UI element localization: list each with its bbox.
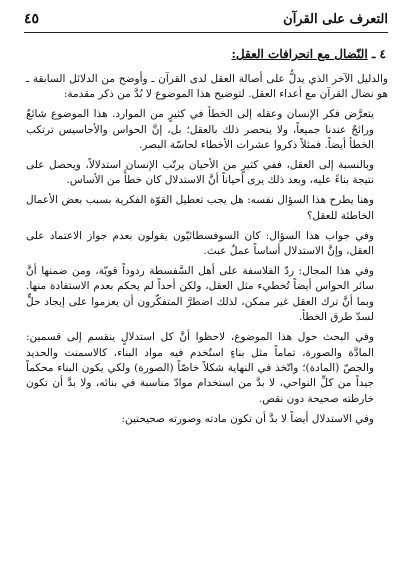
running-header-title: التعرف على القرآن	[283, 11, 388, 27]
paragraph: والدليل الآخر الذي يدلُّ على أصالة العقل لدى القرآن ـ وأوضح من الدلائل السابقة ـ هو نضال القرآن مع أعداء العقل. لتوضيح هذا الموضوع لا بُدَّ من ذكر مقدمة:	[26, 73, 388, 101]
paragraph: وبالنسبة إلى العقل، ففي كثيرٍ من الأحيان يرتّب الإنسان استدلالاً، ويحصل على نتيجة بناءً عليه، وبعد ذلك يرى أحياناً أنَّ الاستدلال كان خطأً من الأساس.	[26, 159, 374, 187]
paragraph: وهنا يطرح هذا السؤال نفسه: هل يجب تعطيل القوّة الفكرية بسبب بعض الأعمال الخاطئة للعقل؟	[26, 194, 374, 222]
paragraph: وفي هذا المجال: ردّ الفلاسفة على أهل السَّفسطة ردوداً قويّة، ومن ضمنها أنَّ سائر الحواس أيضاً تُخطيء مثل العقل، ولكن أحداً لم يحكم بعدم الاستفادة منها. وبما أنَّ ترك العقل غير ممكن، لذلك اضطرَّ المتفكّرون أن يعزموا على إيجاد حلٍّ لسدّ طرق الخطأ.	[26, 264, 374, 324]
paragraph: وفي الاستدلال أيضاً لا بدَّ أن تكون مادته وصورته صحيحتين:	[121, 412, 374, 425]
running-header	[24, 8, 388, 30]
paragraph: وفي البحث حول هذا الموضوع، لاحظوا أنَّ كل استدلالٍ ينقسم إلى قسمين: المادَّة والصورة، تماماً مثل بناءٍ استُخدم فيه مواد البناء، كالاسمنت والحديد والجصّ (المادة)؛ واتّخذ في النهاية شكلاً خاصّاً (الصورة) ولكي يكون البناء محكماً جيداً من كلِّ النواحي، لا بدَّ من استخدام موادّ مناسبة في بنائه، ولا بدَّ أن تكون خارطته صحيحة دون نقص.	[26, 331, 374, 405]
paragraph: وفي جواب هذا السؤال: كان السوفسطائيّون يقولون بعدم جواز الاعتماد على العقل، وإنَّ الاستدلال أساساً عملٌ عبث.	[26, 229, 374, 258]
section-heading	[24, 46, 386, 62]
section-title: النّضال مع انحرافات العقل:	[231, 47, 368, 61]
body-text	[26, 72, 388, 579]
header-rule	[24, 32, 388, 33]
paragraph: يتعرَّض فكر الإنسان وعقله إلى الخطأ في كثيرٍ من الموارد. هذا الموضوع شائعٌ ورائجٌ عندنا جميعاً، ولا ينحصر ذلك بالعقل؛ بل، إنَّ الحواس والأحاسيس ترتكب الخطأ أيضاً. فمثلاً ذكروا عشرات الأخطاء لحاسّة البصر.	[26, 108, 374, 152]
page-number: ٤٥	[24, 11, 40, 27]
section-number: ٤ ـ	[371, 47, 386, 61]
